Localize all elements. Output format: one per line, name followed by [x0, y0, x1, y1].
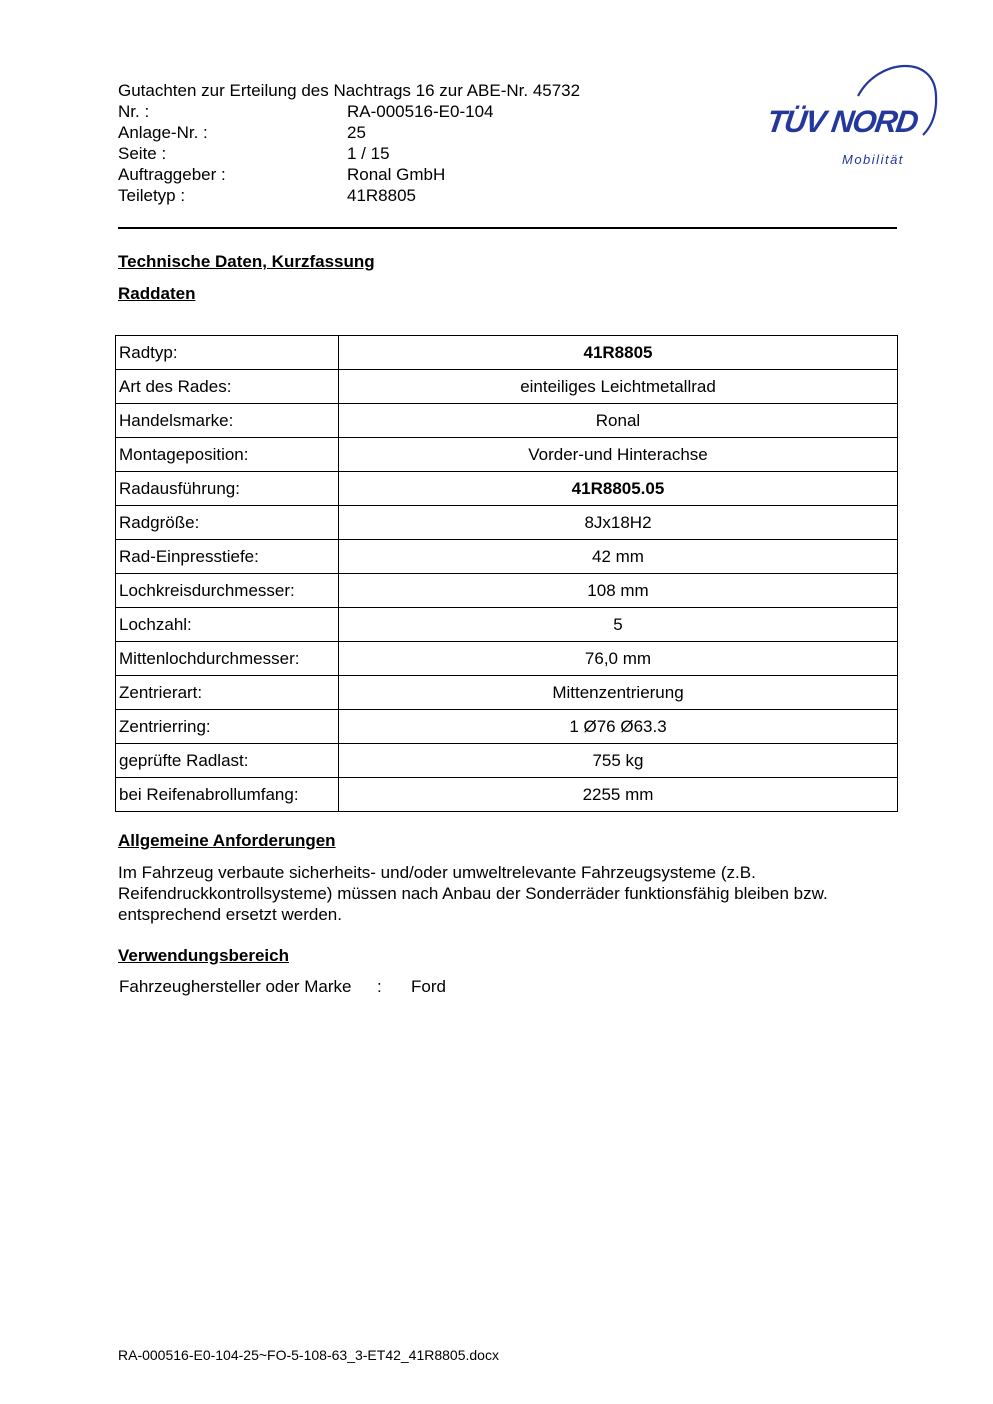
table-key-cell: bei Reifenabrollumfang:: [116, 778, 339, 812]
usage-label: Fahrzeughersteller oder Marke: [119, 977, 352, 996]
meta-label: Auftraggeber :: [118, 165, 226, 184]
table-row: [116, 370, 898, 404]
table-key-cell: Rad-Einpresstiefe:: [116, 540, 339, 574]
header-meta-row: [118, 101, 580, 122]
table-value-cell: Ronal: [339, 404, 898, 438]
meta-value: RA-000516-E0-104: [347, 102, 494, 121]
meta-value: 1 / 15: [347, 144, 390, 163]
table-value-cell: 42 mm: [339, 540, 898, 574]
logo-wordmark: TÜV NORD: [764, 104, 920, 139]
header-meta: [118, 101, 580, 206]
table-value-cell: Mittenzentrierung: [339, 676, 898, 710]
table-value-cell: 41R8805.05: [339, 472, 898, 506]
table-key-cell: geprüfte Radlast:: [116, 744, 339, 778]
table-row: [116, 506, 898, 540]
table-key-cell: Radgröße:: [116, 506, 339, 540]
table-value-cell: 76,0 mm: [339, 642, 898, 676]
header-meta-row: [118, 122, 580, 143]
meta-value: Ronal GmbH: [347, 165, 446, 184]
table-key-cell: Art des Rades:: [116, 370, 339, 404]
table-value-cell: 2255 mm: [339, 778, 898, 812]
table-row: [116, 778, 898, 812]
document-header: [118, 80, 580, 206]
meta-label: Anlage-Nr. :: [118, 123, 208, 142]
table-key-cell: Zentrierart:: [116, 676, 339, 710]
footer-filename: RA-000516-E0-104-25~FO-5-108-63_3-ET42_41R8805.docx: [118, 1347, 499, 1363]
table-key-cell: Montageposition:: [116, 438, 339, 472]
header-meta-row: [118, 164, 580, 185]
table-row: [116, 472, 898, 506]
table-key-cell: Lochzahl:: [116, 608, 339, 642]
usage-row: [119, 977, 446, 997]
header-divider: [118, 227, 897, 229]
table-row: [116, 676, 898, 710]
table-value-cell: 8Jx18H2: [339, 506, 898, 540]
table-key-cell: Handelsmarke:: [116, 404, 339, 438]
table-row: [116, 438, 898, 472]
table-key-cell: Zentrierring:: [116, 710, 339, 744]
usage-separator: :: [377, 977, 382, 996]
table-row: [116, 710, 898, 744]
table-row: [116, 540, 898, 574]
usage-value: Ford: [411, 977, 446, 996]
meta-value: 41R8805: [347, 186, 417, 205]
table-key-cell: Radausführung:: [116, 472, 339, 506]
header-meta-row: [118, 143, 580, 164]
section-title: Technische Daten, Kurzfassung: [118, 252, 375, 271]
logo-subtitle: Mobilität: [842, 152, 904, 167]
document-title: Gutachten zur Erteilung des Nachtrags 16 zur ABE-Nr. 45732: [118, 81, 581, 100]
table-row: [116, 404, 898, 438]
requirements-text: Im Fahrzeug verbaute sicherheits- und/oder umweltrelevante Fahrzeugsysteme (z.B. Reifendruckkontrollsysteme) müssen nach Anbau der Sonderräder funktionsfähig bleiben bzw. entsprechend ersetzt werden.: [118, 863, 828, 924]
meta-label: Teiletyp :: [118, 186, 186, 205]
tuev-nord-logo: [760, 56, 945, 176]
meta-label: Seite :: [118, 144, 167, 163]
table-value-cell: einteiliges Leichtmetallrad: [339, 370, 898, 404]
table-value-cell: Vorder-und Hinterachse: [339, 438, 898, 472]
table-key-cell: Mittenlochdurchmesser:: [116, 642, 339, 676]
subsection-title: Raddaten: [118, 284, 196, 303]
usage-title: Verwendungsbereich: [118, 946, 289, 965]
table-key-cell: Lochkreisdurchmesser:: [116, 574, 339, 608]
table-value-cell: 108 mm: [339, 574, 898, 608]
table-row: [116, 744, 898, 778]
table-row: [116, 608, 898, 642]
header-meta-row: [118, 185, 580, 206]
table-row: [116, 574, 898, 608]
table-key-cell: Radtyp:: [116, 336, 339, 370]
table-value-cell: 755 kg: [339, 744, 898, 778]
requirements-title: Allgemeine Anforderungen: [118, 831, 336, 850]
table-row: [116, 336, 898, 370]
meta-value: 25: [347, 123, 366, 142]
table-row: [116, 642, 898, 676]
table-value-cell: 41R8805: [339, 336, 898, 370]
meta-label: Nr. :: [118, 102, 150, 121]
table-value-cell: 5: [339, 608, 898, 642]
wheel-data-table: [115, 335, 898, 812]
table-value-cell: 1 Ø76 Ø63.3: [339, 710, 898, 744]
